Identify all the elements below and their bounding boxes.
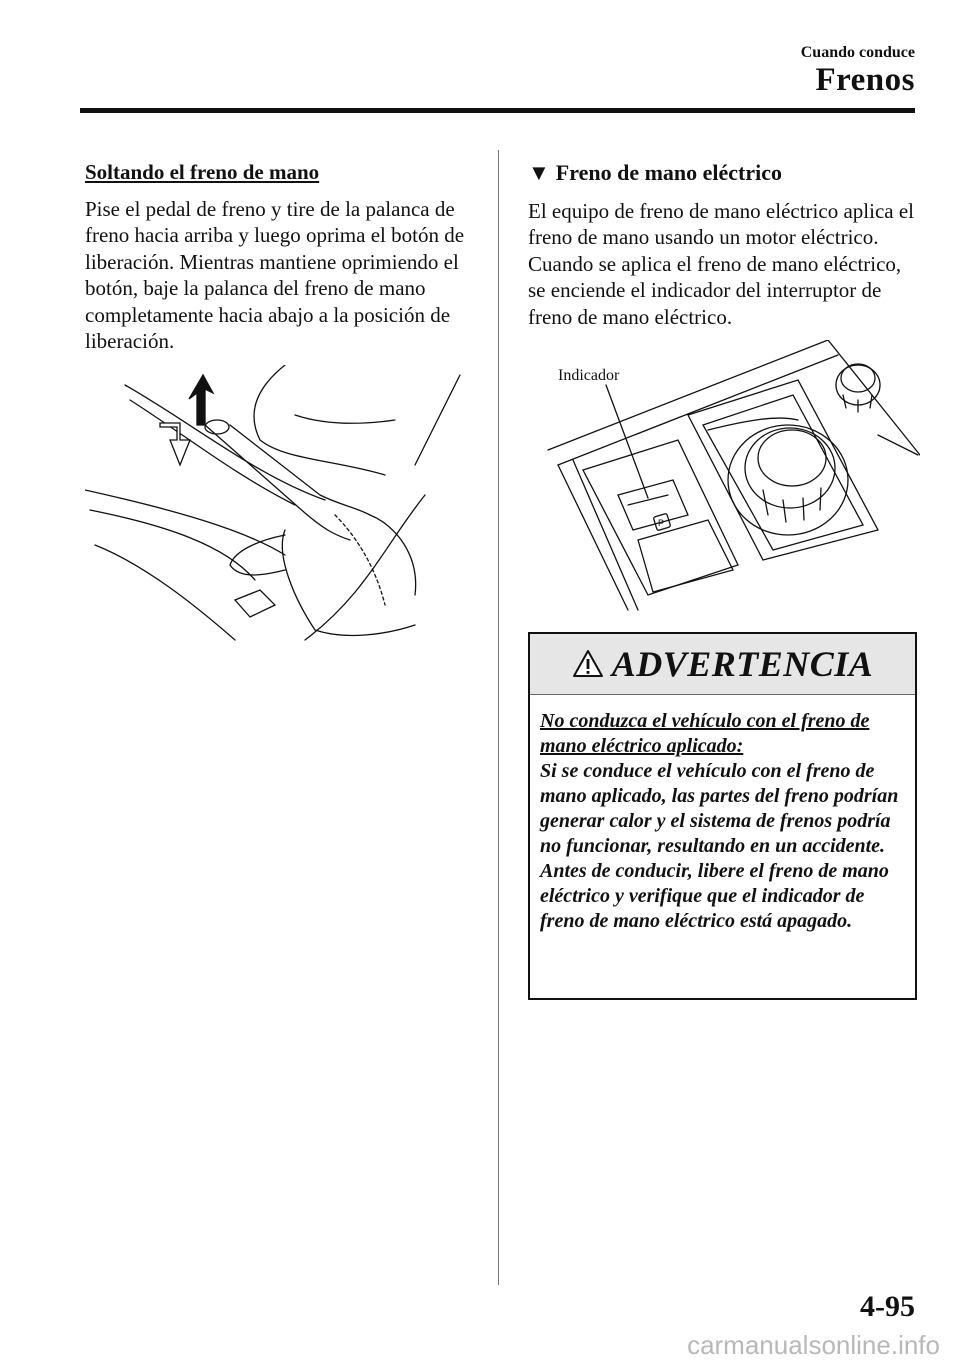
warning-text: Si se conduce el vehículo con el freno de mano aplicado, las partes del freno podrían generar calor y el sistema de frenos podría no funcionar, resultando en un accidente. Antes de conducir, libere el freno de mano eléctrico y verifique que el indicador de freno de mano eléctrico está apagado. (540, 760, 899, 932)
warning-triangle-icon (572, 649, 604, 679)
handbrake-lever-illustration (85, 365, 477, 650)
release-instructions: Pise el pedal de freno y tire de la palanca de freno hacia arriba y luego oprima el botón de liberación. Mientras mantiene oprimiendo el botón, baje la palanca del freno de mano completamente hacia abajo a la posición de liberación. (85, 197, 465, 354)
section-heading-electric-brake (528, 158, 920, 188)
warning-content (530, 695, 915, 934)
warning-box (528, 632, 917, 1000)
electric-brake-description: El equipo de freno de mano eléctrico aplica el freno de mano usando un motor eléctrico. Cuando se aplica el freno de mano eléctrico, se enciende el indicador del interruptor de freno de mano eléctrico. (528, 199, 914, 329)
warning-lead: No conduzca el vehículo con el freno de mano eléctrico aplicado: (540, 710, 870, 757)
electric-brake-switch-illustration (528, 340, 920, 620)
triangle-bullet-icon: ▼ (528, 160, 550, 185)
chapter-title: Frenos (815, 62, 915, 98)
warning-title: ADVERTENCIA (611, 644, 874, 684)
page-number: 4-95 (860, 1290, 915, 1323)
section-heading-text: Freno de mano eléctrico (555, 160, 783, 185)
page-header (80, 40, 915, 118)
right-column (528, 158, 920, 330)
site-watermark: carmanualsonline.info (687, 1330, 940, 1360)
warning-banner (530, 634, 915, 695)
indicator-label: Indicador (558, 367, 620, 384)
left-column (85, 158, 477, 354)
header-rule (80, 108, 915, 113)
section-title: Cuando conduce (800, 44, 915, 61)
subheading-release-handbrake: Soltando el freno de mano (85, 160, 320, 184)
column-divider (498, 150, 499, 1285)
p-symbol-icon: P (658, 518, 665, 528)
